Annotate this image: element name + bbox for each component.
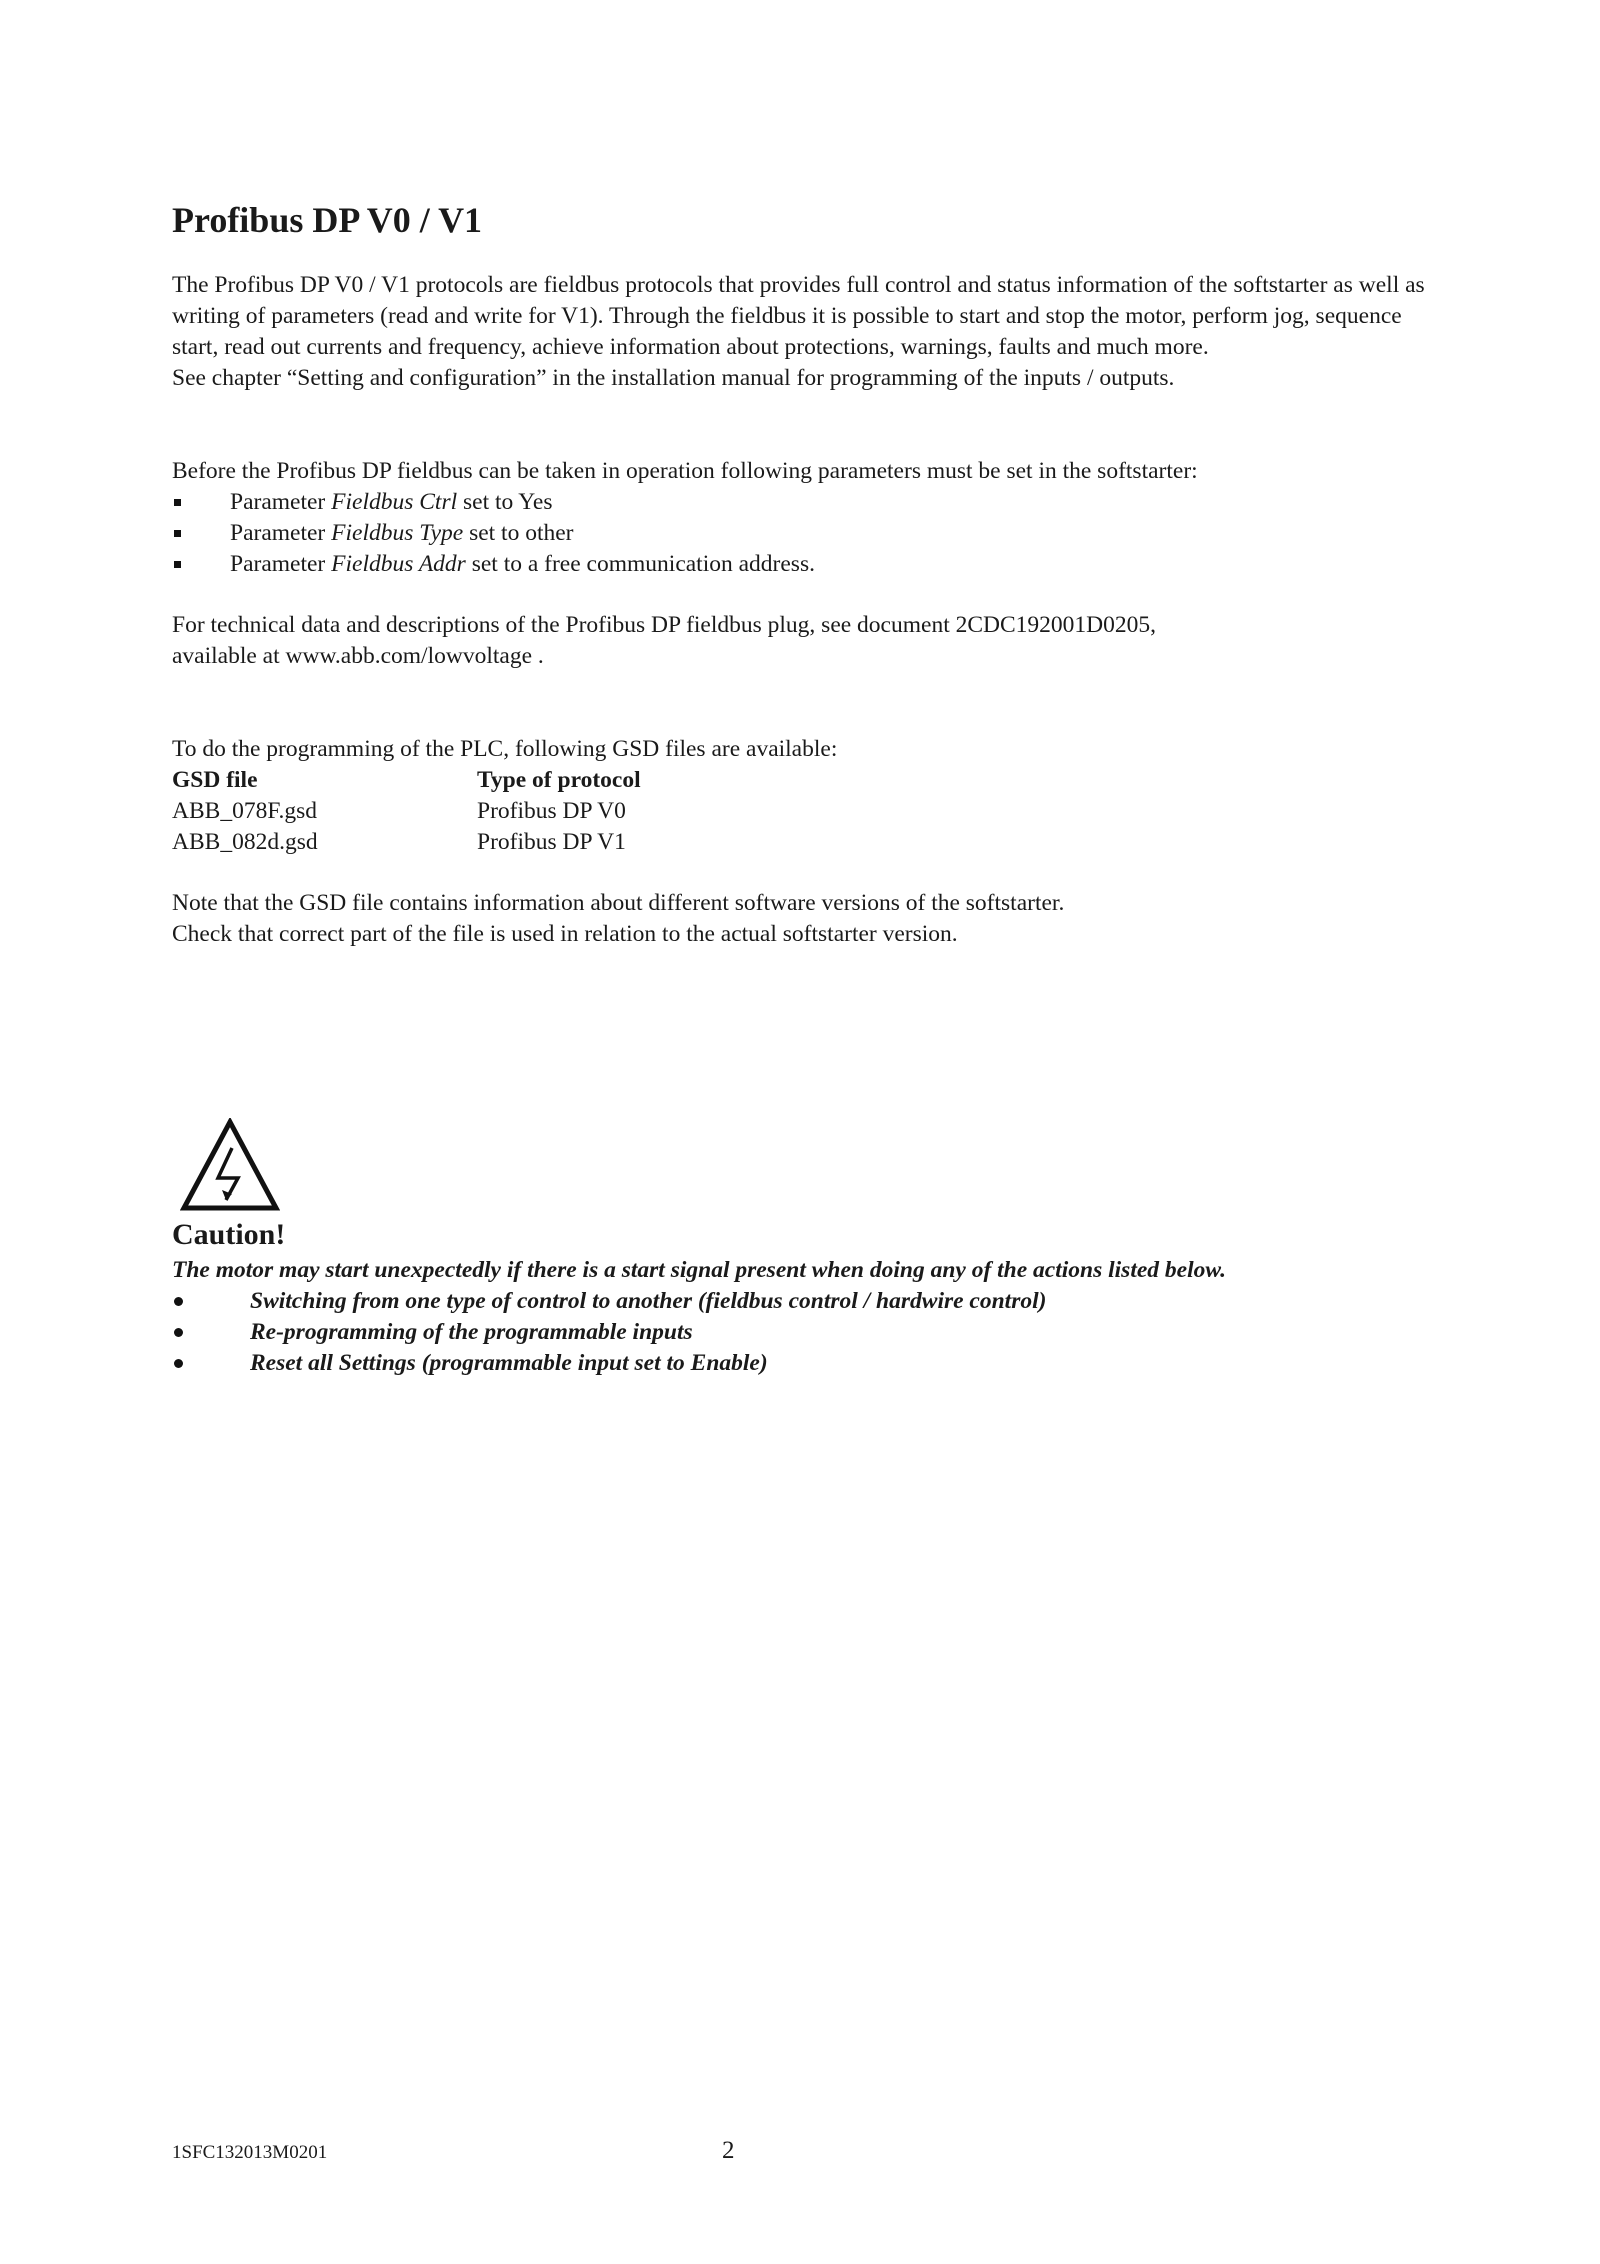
list-item: Parameter Fieldbus Ctrl set to Yes <box>172 487 1442 518</box>
parameter-name: Fieldbus Addr <box>331 551 466 577</box>
gsd-table <box>172 765 641 858</box>
caution-list <box>172 1286 1462 1379</box>
list-item: Switching from one type of control to another (fieldbus control / hardwire control) <box>172 1286 1462 1317</box>
column-header: Type of protocol <box>477 767 641 793</box>
see-chapter-text: See chapter “Setting and configuration” in the installation manual for programming of the inputs / outputs. <box>172 365 1175 391</box>
list-item: Reset all Settings (programmable input set to Enable) <box>172 1348 1462 1379</box>
table-cell: Profibus DP V1 <box>477 829 626 855</box>
parameters-section <box>172 456 1442 580</box>
note-line: Note that the GSD file contains information about different software versions of the softstarter. <box>172 890 1065 916</box>
column-header: GSD file <box>172 767 258 793</box>
table-cell: ABB_078F.gsd <box>172 798 318 824</box>
document-code: 1SFC132013M0201 <box>172 2142 328 2163</box>
note-line: Check that correct part of the file is used in relation to the actual softstarter version. <box>172 921 958 947</box>
list-item: Parameter Fieldbus Addr set to a free communication address. <box>172 549 1442 580</box>
note-section <box>172 888 1442 950</box>
list-item: Re-programming of the programmable inputs <box>172 1317 1462 1348</box>
table-row <box>172 827 641 858</box>
high-voltage-warning-icon <box>180 1118 280 1214</box>
gsd-section <box>172 734 1442 858</box>
table-header-row <box>172 765 641 796</box>
parameter-name: Fieldbus Ctrl <box>331 489 458 515</box>
technical-line: For technical data and descriptions of the Profibus DP fieldbus plug, see document 2CDC192001D0205, <box>172 612 1157 638</box>
parameter-name: Fieldbus Type <box>331 520 464 546</box>
page-title: Profibus DP V0 / V1 <box>172 200 483 240</box>
table-cell: ABB_082d.gsd <box>172 829 318 855</box>
gsd-lead: To do the programming of the PLC, following GSD files are available: <box>172 736 838 762</box>
caution-text: The motor may start unexpectedly if there is a start signal present when doing any of the actions listed below. <box>172 1257 1227 1283</box>
parameters-list <box>172 487 1442 580</box>
technical-line: available at www.abb.com/lowvoltage . <box>172 643 544 669</box>
table-row <box>172 796 641 827</box>
parameters-lead: Before the Profibus DP fieldbus can be taken in operation following parameters must be set in the softstarter: <box>172 458 1198 484</box>
caution-section <box>172 1255 1462 1379</box>
list-item: Parameter Fieldbus Type set to other <box>172 518 1442 549</box>
intro-paragraph: The Profibus DP V0 / V1 protocols are fieldbus protocols that provides full control and status information of the softstarter as well as writing of parameters (read and write for V1). Through the fieldbus it is possible to start and stop the motor, perform jog, sequence start, read out currents and frequency, achieve information about protections, warnings, faults and much more. <box>172 272 1425 360</box>
technical-data-section <box>172 610 1442 672</box>
table-cell: Profibus DP V0 <box>477 798 626 824</box>
page-number: 2 <box>722 2137 735 2164</box>
caution-title: Caution! <box>172 1218 286 1251</box>
intro-section <box>172 270 1442 394</box>
